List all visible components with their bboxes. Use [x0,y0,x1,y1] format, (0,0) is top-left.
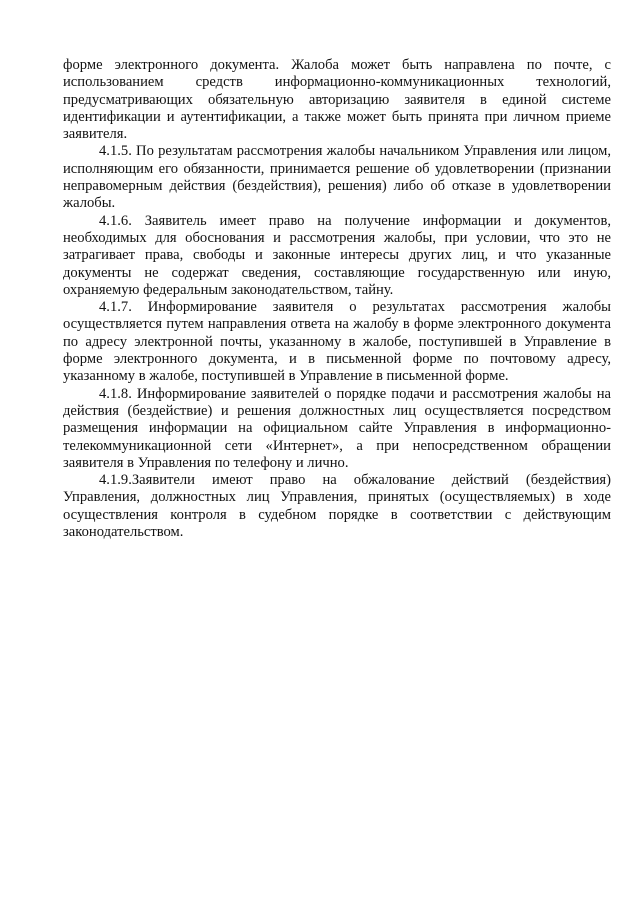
paragraph-continuation: форме электронного документа. Жалоба может быть направлена по почте, с использованием средств информационно-коммуникационных технологий, предусматривающих обязательную авторизацию заявителя в единой системе идентификации и аутентификации, а также может быть принята при личном приеме заявителя. [63,57,611,143]
paragraph-4-1-9: 4.1.9.Заявители имеют право на обжалование действий (бездействия) Управления, должностных лиц Управления, принятых (осуществляемых) в ходе осуществления контроля в судебном порядке в соответствии с действующим законодательством. [63,472,611,541]
paragraph-4-1-6: 4.1.6. Заявитель имеет право на получение информации и документов, необходимых для обоснования и рассмотрения жалобы, при условии, что это не затрагивает права, свободы и законные интересы других лиц, и что указанные документы не содержат сведения, составляющие государственную или иную, охраняемую федеральным законодательством, тайну. [63,212,611,298]
paragraph-4-1-7: 4.1.7. Информирование заявителя о результатах рассмотрения жалобы осуществляется путем направления ответа на жалобу в форме электронного документа по адресу электронной почты, указанному в жалобе, поступившей в Управление в форме электронного документа, и в письменной форме по почтовому адресу, указанному в жалобе, поступившей в Управление в письменной форме. [63,299,611,385]
paragraph-4-1-5: 4.1.5. По результатам рассмотрения жалобы начальником Управления или лицом, исполняющим его обязанности, принимается решение об удовлетворении (признании неправомерным действия (бездействия), решения) либо об отказе в удовлетворении жалобы. [63,143,611,212]
paragraph-4-1-8: 4.1.8. Информирование заявителей о порядке подачи и рассмотрения жалобы на действия (бездействие) и решения должностных лиц осуществляется посредством размещения информации на официальном сайте Управления в информационно-телекоммуникационной сети «Интернет», а при непосредственном обращении заявителя в Управления по телефону и лично. [63,385,611,471]
document-page [63,57,611,541]
